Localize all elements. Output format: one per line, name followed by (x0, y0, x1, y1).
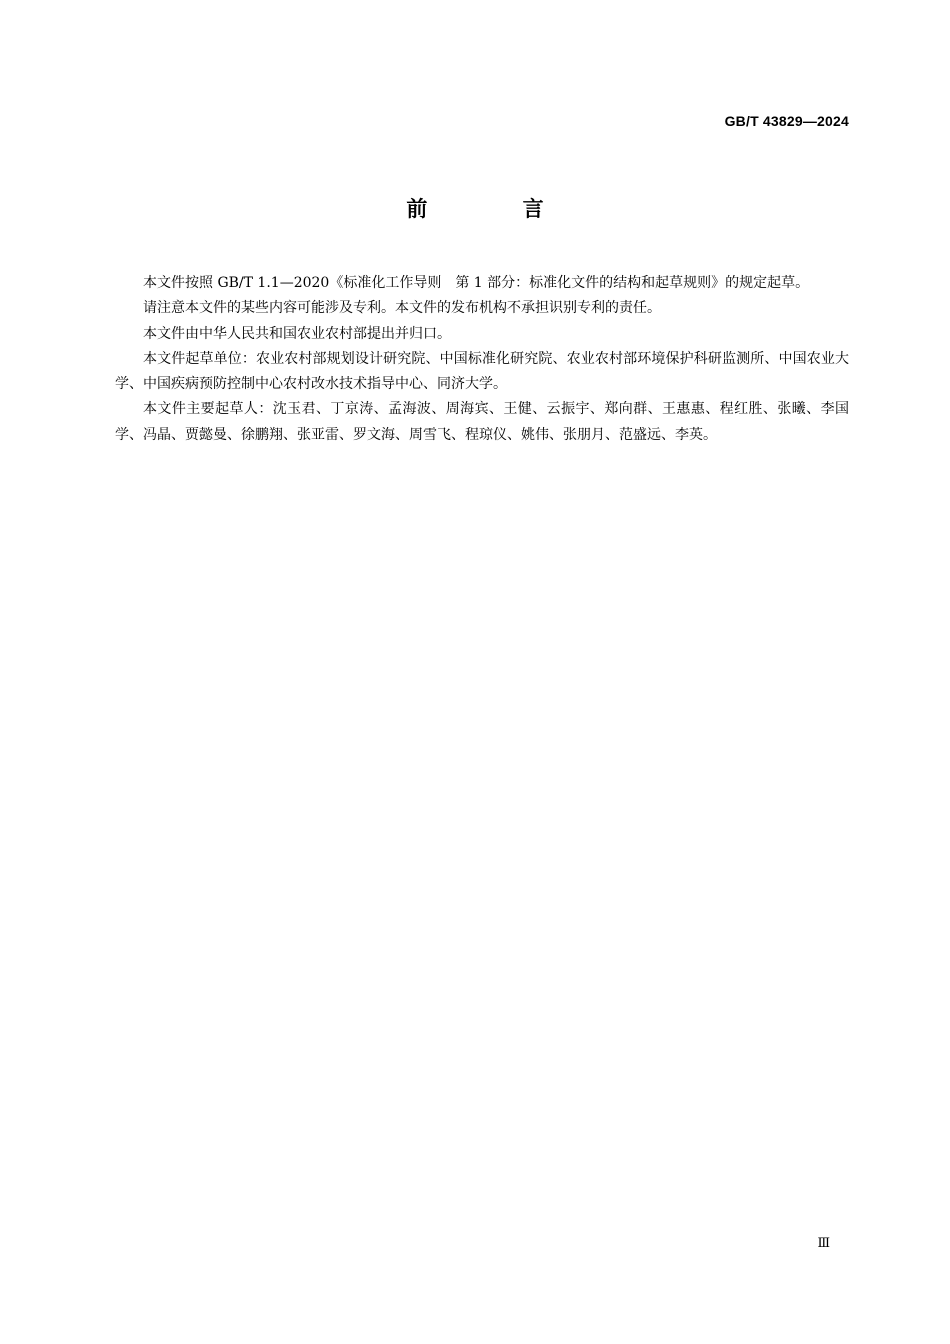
page-number: Ⅲ (817, 1235, 830, 1250)
paragraph-patent-notice: 请注意本文件的某些内容可能涉及专利。本文件的发布机构不承担识别专利的责任。 (143, 300, 661, 317)
foreword-body (115, 271, 849, 448)
paragraph-drafting-units: 本文件起草单位：农业农村部规划设计研究院、中国标准化研究院、农业农村部环境保护科研监测所、中国农业大学、中国疾病预防控制中心农村改水技术指导中心、同济大学。 (115, 350, 849, 393)
paragraph-proposer: 本文件由中华人民共和国农业农村部提出并归口。 (143, 325, 451, 342)
paragraph-drafting-rules: 本文件按照 GB/T 1.1—2020《标准化工作导则 第 1 部分：标准化文件的结构和起草规则》的规定起草。 (143, 275, 810, 291)
paragraph-drafters: 本文件主要起草人：沈玉君、丁京涛、孟海波、周海宾、王健、云振宇、郑向群、王惠惠、程红胜、张曦、李国学、冯晶、贾懿曼、徐鹏翔、张亚雷、罗文海、周雪飞、程琼仪、姚伟、张朋月、范盛远、李英。 (115, 401, 849, 443)
standard-number: GB/T 43829—2024 (724, 113, 849, 129)
foreword-title: 前 言 (406, 197, 588, 221)
